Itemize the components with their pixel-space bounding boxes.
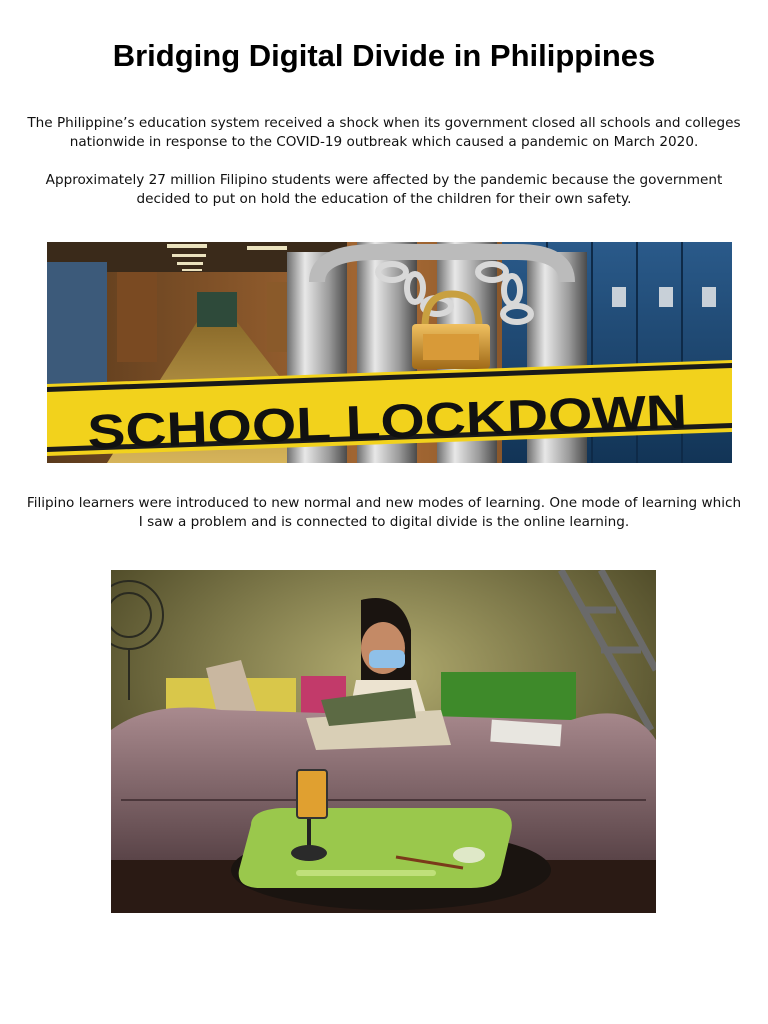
intro-paragraph: The Philippine’s education system received a shock when its government closed all schools and colleges nationwide in response to the COVID-19 outbreak which caused a pandemic on March 2020. bbox=[27, 115, 741, 150]
lockdown-banner-text: SCHOOL LOCKDOWN bbox=[86, 388, 594, 460]
page-title: Bridging Digital Divide in Philippines bbox=[112, 38, 656, 73]
school-lockdown-photo bbox=[47, 242, 732, 463]
student-studying-illustration bbox=[111, 570, 656, 913]
school-lockdown-illustration bbox=[47, 242, 732, 463]
online-learning-paragraph: Filipino learners were introduced to new normal and new modes of learning. One mode of learning which I saw a problem and is connected to digital divide is the online learning. bbox=[26, 495, 742, 530]
affected-students-paragraph: Approximately 27 million Filipino students were affected by the pandemic because the government decided to put on hold the education of the children for their own safety. bbox=[45, 172, 723, 207]
student-studying-photo bbox=[111, 570, 656, 913]
